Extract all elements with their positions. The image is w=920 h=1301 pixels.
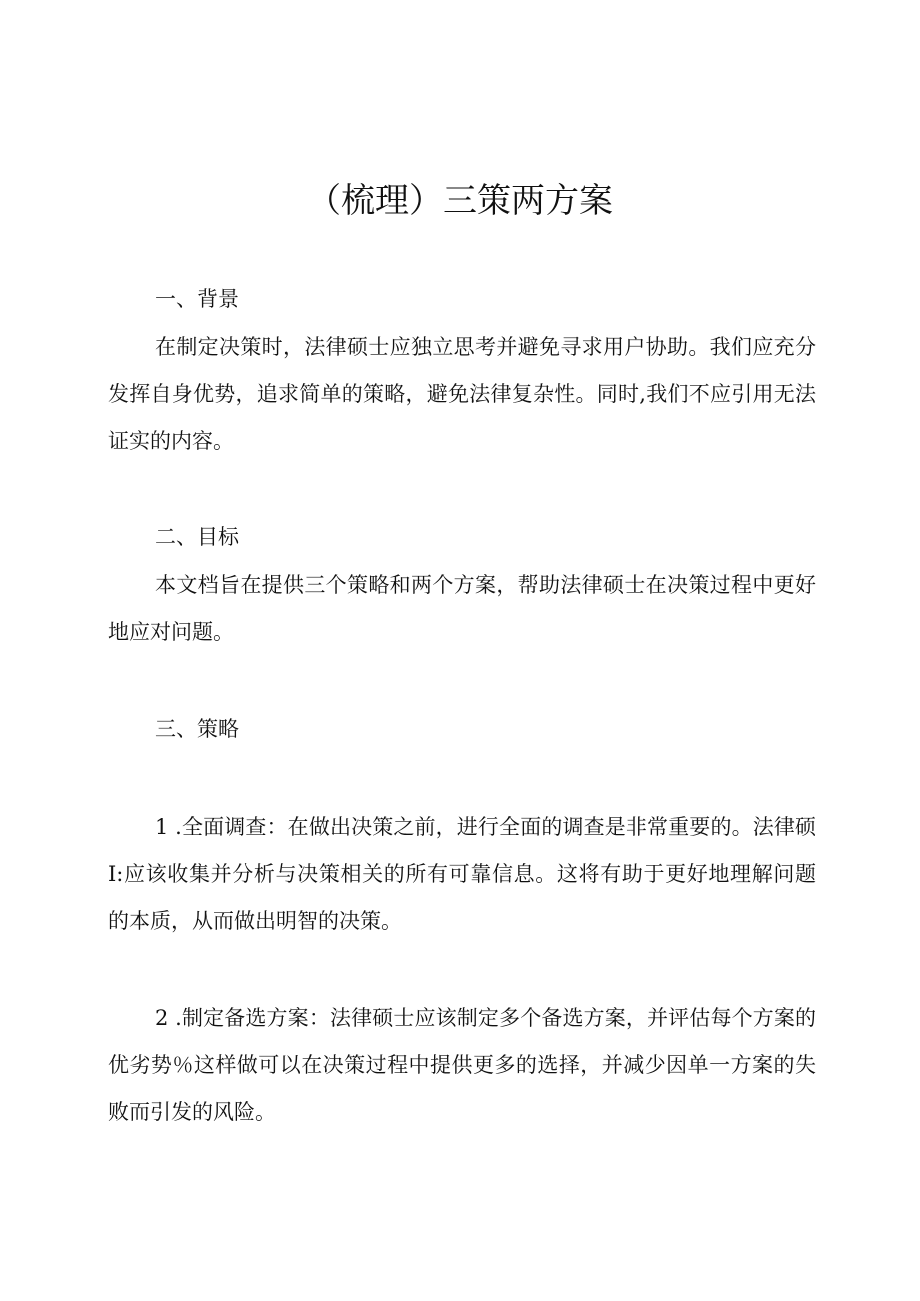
strategy-item-1: 1 .全面调查：在做出决策之前，进行全面的调查是非常重要的。法律硕I:应该收集并分析与决策相关的所有可靠信息。这将有助于更好地理解问题的本质，从而做出明智的决策。 [108, 815, 816, 933]
strategy-item-2: 2 .制定备选方案：法律硕士应该制定多个备选方案，并评估每个方案的优劣势％这样做可以在决策过程中提供更多的选择，并减少因单一方案的失败而引发的风险。 [108, 1006, 816, 1124]
section-heading-background: 一、背景 [155, 287, 239, 311]
paragraph-background: 在制定决策时，法律硕士应独立思考并避免寻求用户协助。我们应充分发挥自身优势，追求简单的策略，避免法律复杂性。同时,我们不应引用无法证实的内容。 [108, 335, 816, 453]
document-title: （梳理）三策两方案 [307, 181, 613, 221]
section-heading-goal: 二、目标 [155, 525, 239, 549]
section-heading-strategy: 三、策略 [155, 717, 239, 741]
paragraph-goal: 本文档旨在提供三个策略和两个方案，帮助法律硕士在决策过程中更好地应对问题。 [108, 573, 816, 644]
